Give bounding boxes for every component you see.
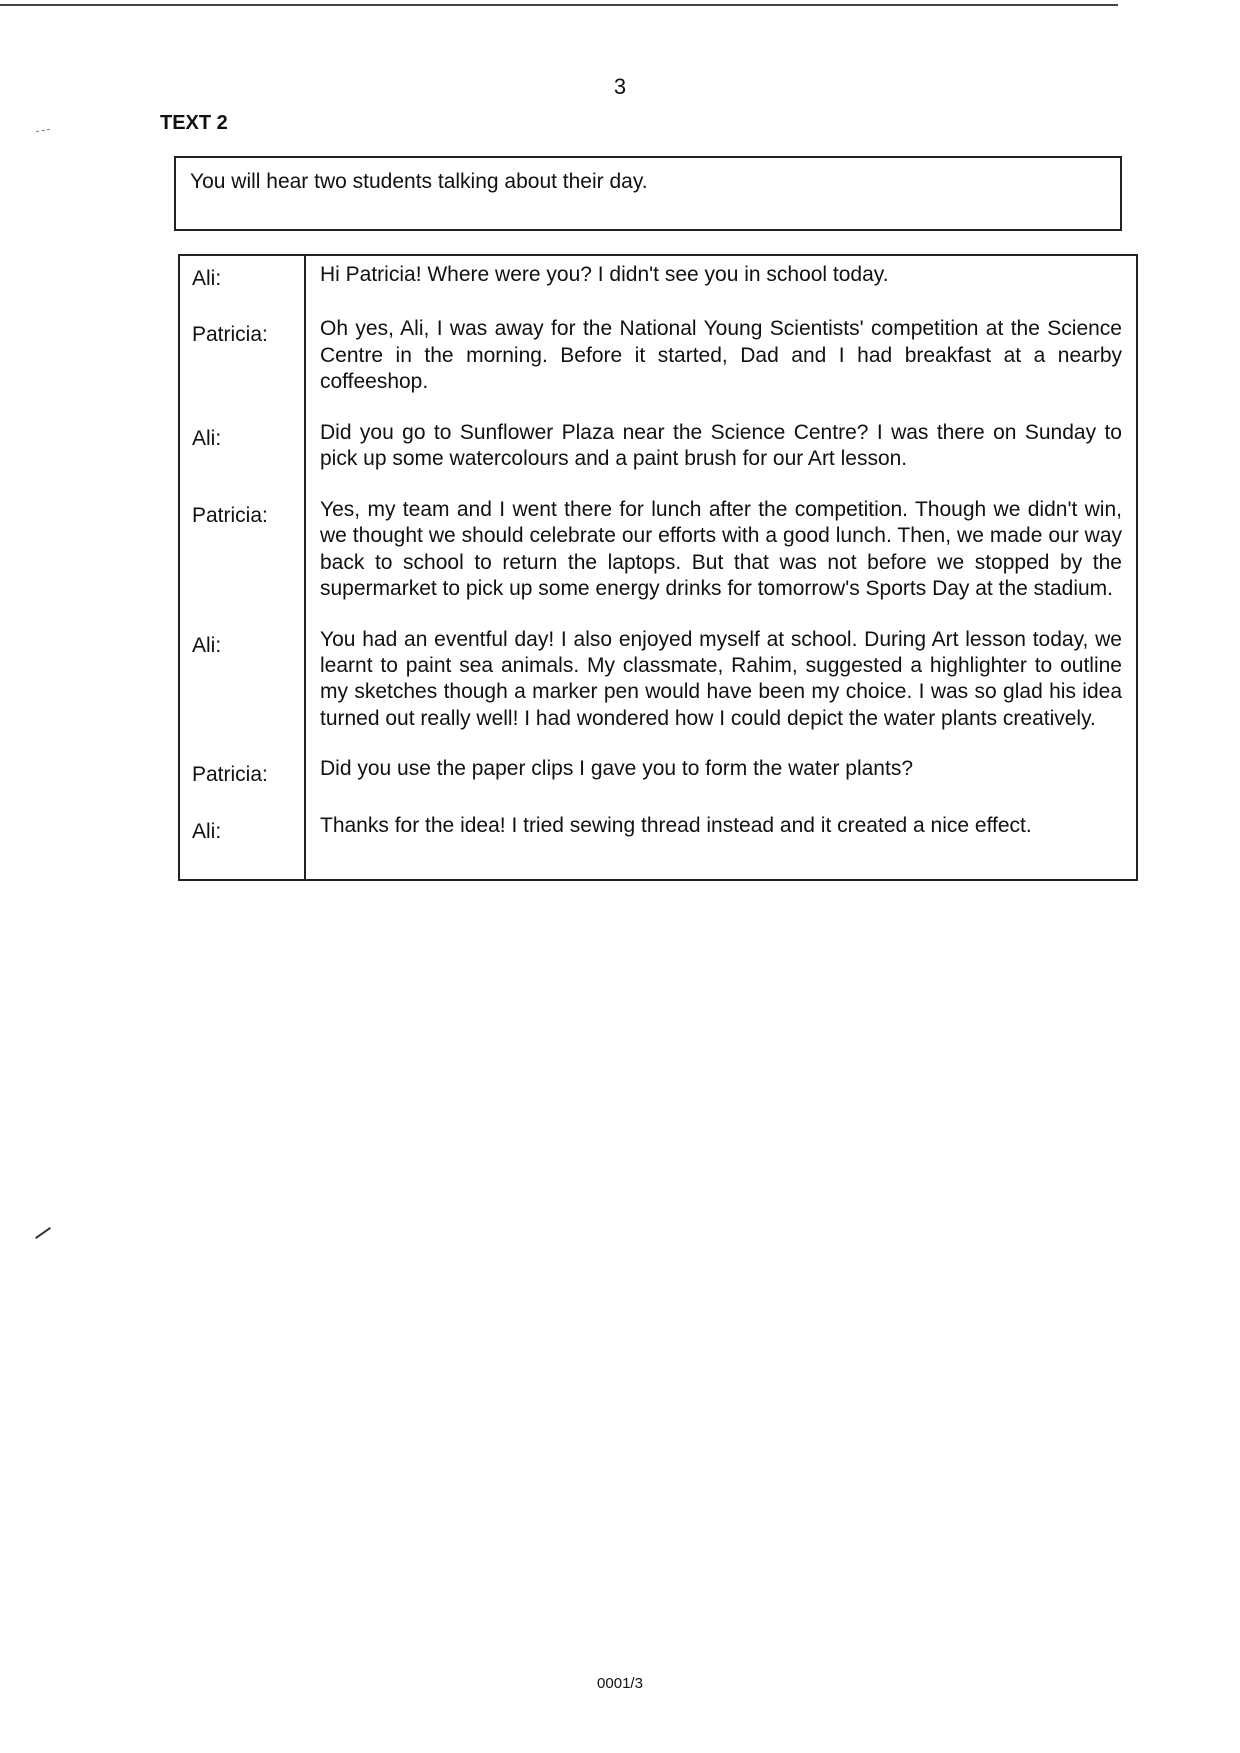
page-number: 3 [613,74,627,99]
line-cell [305,255,1137,292]
dialogue-row [179,255,1137,292]
instruction-text: You will hear two students talking about their day. [190,170,648,193]
speaker-name: Ali: [192,633,222,657]
dialogue-line: Hi Patricia! Where were you? I didn't see you in school today. [320,263,889,286]
dialogue-table [178,254,1138,881]
speaker-cell [179,292,305,395]
line-cell [305,732,1137,788]
speaker-name: Patricia: [192,323,268,347]
speaker-name: Ali: [192,267,222,290]
margin-mark [36,129,50,132]
section-heading: TEXT 2 [160,112,228,134]
line-cell [305,292,1137,395]
instruction-box [174,156,1122,231]
line-cell [305,396,1137,473]
dialogue-row [179,732,1137,788]
speaker-cell [179,732,305,788]
speaker-name: Patricia: [192,763,268,787]
speaker-cell [179,473,305,603]
speaker-name: Ali: [192,426,222,450]
dialogue-line: Oh yes, Ali, I was away for the National Young Scientists' competition at the Science Centre in the morning. Before it started, Dad and I had breakfast at a nearby coffeeshop. [320,317,1122,394]
top-border-line [0,4,1118,6]
dialogue-line: You had an eventful day! I also enjoyed myself at school. During Art lesson today, we learnt to paint sea animals. My classmate, Rahim, suggested a highlighter to outline my sketches though a marker pen would have been my choice. I was so glad his idea turned out really well! I had wondered how I could depict the water plants creatively. [320,627,1122,730]
dialogue-line: Thanks for the idea! I tried sewing thread instead and it created a nice effect. [320,813,1032,837]
margin-tick-mark [35,1227,51,1239]
speaker-cell [179,396,305,473]
speaker-name: Patricia: [192,503,268,527]
footer-code: 0001/3 [597,1675,643,1692]
speaker-cell [179,789,305,880]
dialogue-line: Did you use the paper clips I gave you to form the water plants? [320,757,913,781]
dialogue-row [179,473,1137,603]
speaker-cell [179,603,305,733]
dialogue-row [179,603,1137,733]
dialogue-row [179,396,1137,473]
dialogue-line: Did you go to Sunflower Plaza near the Science Centre? I was there on Sunday to pick up some watercolours and a paint brush for our Art lesson. [320,420,1122,471]
line-cell [305,473,1137,603]
dialogue-line: Yes, my team and I went there for lunch after the competition. Though we didn't win, we thought we should celebrate our efforts with a good lunch. Then, we made our way back to school to return the laptops. But that was not before we stopped by the supermarket to pick up some energy drinks for tomorrow's Sports Day at the stadium. [320,497,1122,601]
dialogue-row [179,292,1137,395]
speaker-cell [179,255,305,292]
dialogue-row [179,789,1137,880]
speaker-name: Ali: [192,819,222,843]
line-cell [305,789,1137,880]
line-cell [305,603,1137,733]
